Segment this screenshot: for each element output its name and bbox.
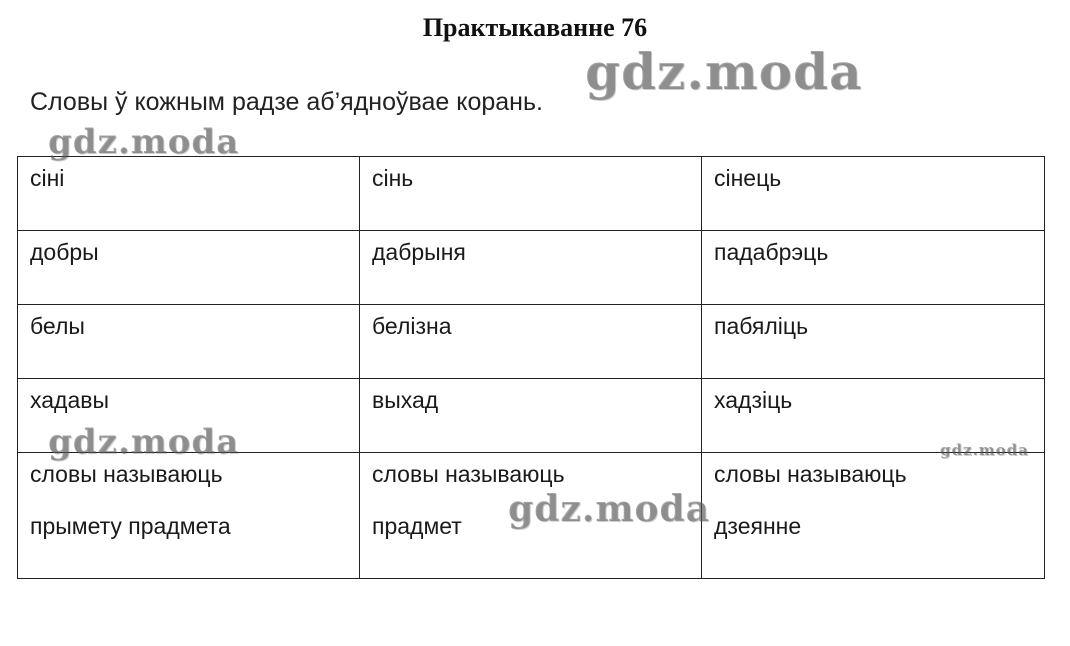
cell-text: сінь <box>372 165 414 191</box>
table-cell <box>702 157 1045 231</box>
cell-text: хадзіць <box>714 387 793 413</box>
cell-text: хадавы <box>30 387 109 413</box>
table-cell <box>360 157 702 231</box>
cell-text: словы называюць <box>30 461 223 487</box>
cell-text: выхад <box>372 387 439 413</box>
instruction-text: Словы ў кожным радзе аб’ядноўвае корань. <box>30 88 543 116</box>
table-cell <box>360 231 702 305</box>
watermark: gdz.moda <box>940 441 1029 459</box>
table-row <box>18 157 1045 231</box>
cell-text: дзеянне <box>714 513 802 539</box>
watermark: gdz.moda <box>48 422 240 462</box>
table-cell <box>702 379 1045 453</box>
watermark: gdz.moda <box>585 42 863 101</box>
table-cell <box>360 305 702 379</box>
cell-text: белізна <box>372 313 452 339</box>
cell-text: прадмет <box>372 513 462 539</box>
table-cell <box>702 231 1045 305</box>
watermark: gdz.moda <box>48 122 240 162</box>
cell-text: добры <box>30 239 99 265</box>
cell-text: пабяліць <box>714 313 809 339</box>
table-cell <box>18 231 360 305</box>
page-title: Практыкаванне 76 <box>422 13 648 42</box>
table-row <box>18 305 1045 379</box>
cell-text: сіні <box>30 165 65 191</box>
table-row <box>18 453 1045 579</box>
table-cell <box>702 453 1045 579</box>
table-row <box>18 379 1045 453</box>
cell-text: дабрыня <box>372 239 466 265</box>
cell-text: сінець <box>714 165 782 191</box>
table-cell <box>360 453 702 579</box>
watermark: gdz.moda <box>508 488 710 530</box>
cell-text: прымету прадмета <box>30 513 231 539</box>
cell-text: словы называюць <box>714 461 907 487</box>
table-row <box>18 231 1045 305</box>
table-cell <box>18 157 360 231</box>
table-cell <box>360 379 702 453</box>
table-cell <box>702 305 1045 379</box>
table-cell <box>18 379 360 453</box>
words-table <box>17 156 1045 579</box>
table-cell <box>18 305 360 379</box>
cell-text: падабрэць <box>714 239 829 265</box>
cell-text: словы называюць <box>372 461 565 487</box>
cell-text: белы <box>30 313 85 339</box>
table-cell <box>18 453 360 579</box>
